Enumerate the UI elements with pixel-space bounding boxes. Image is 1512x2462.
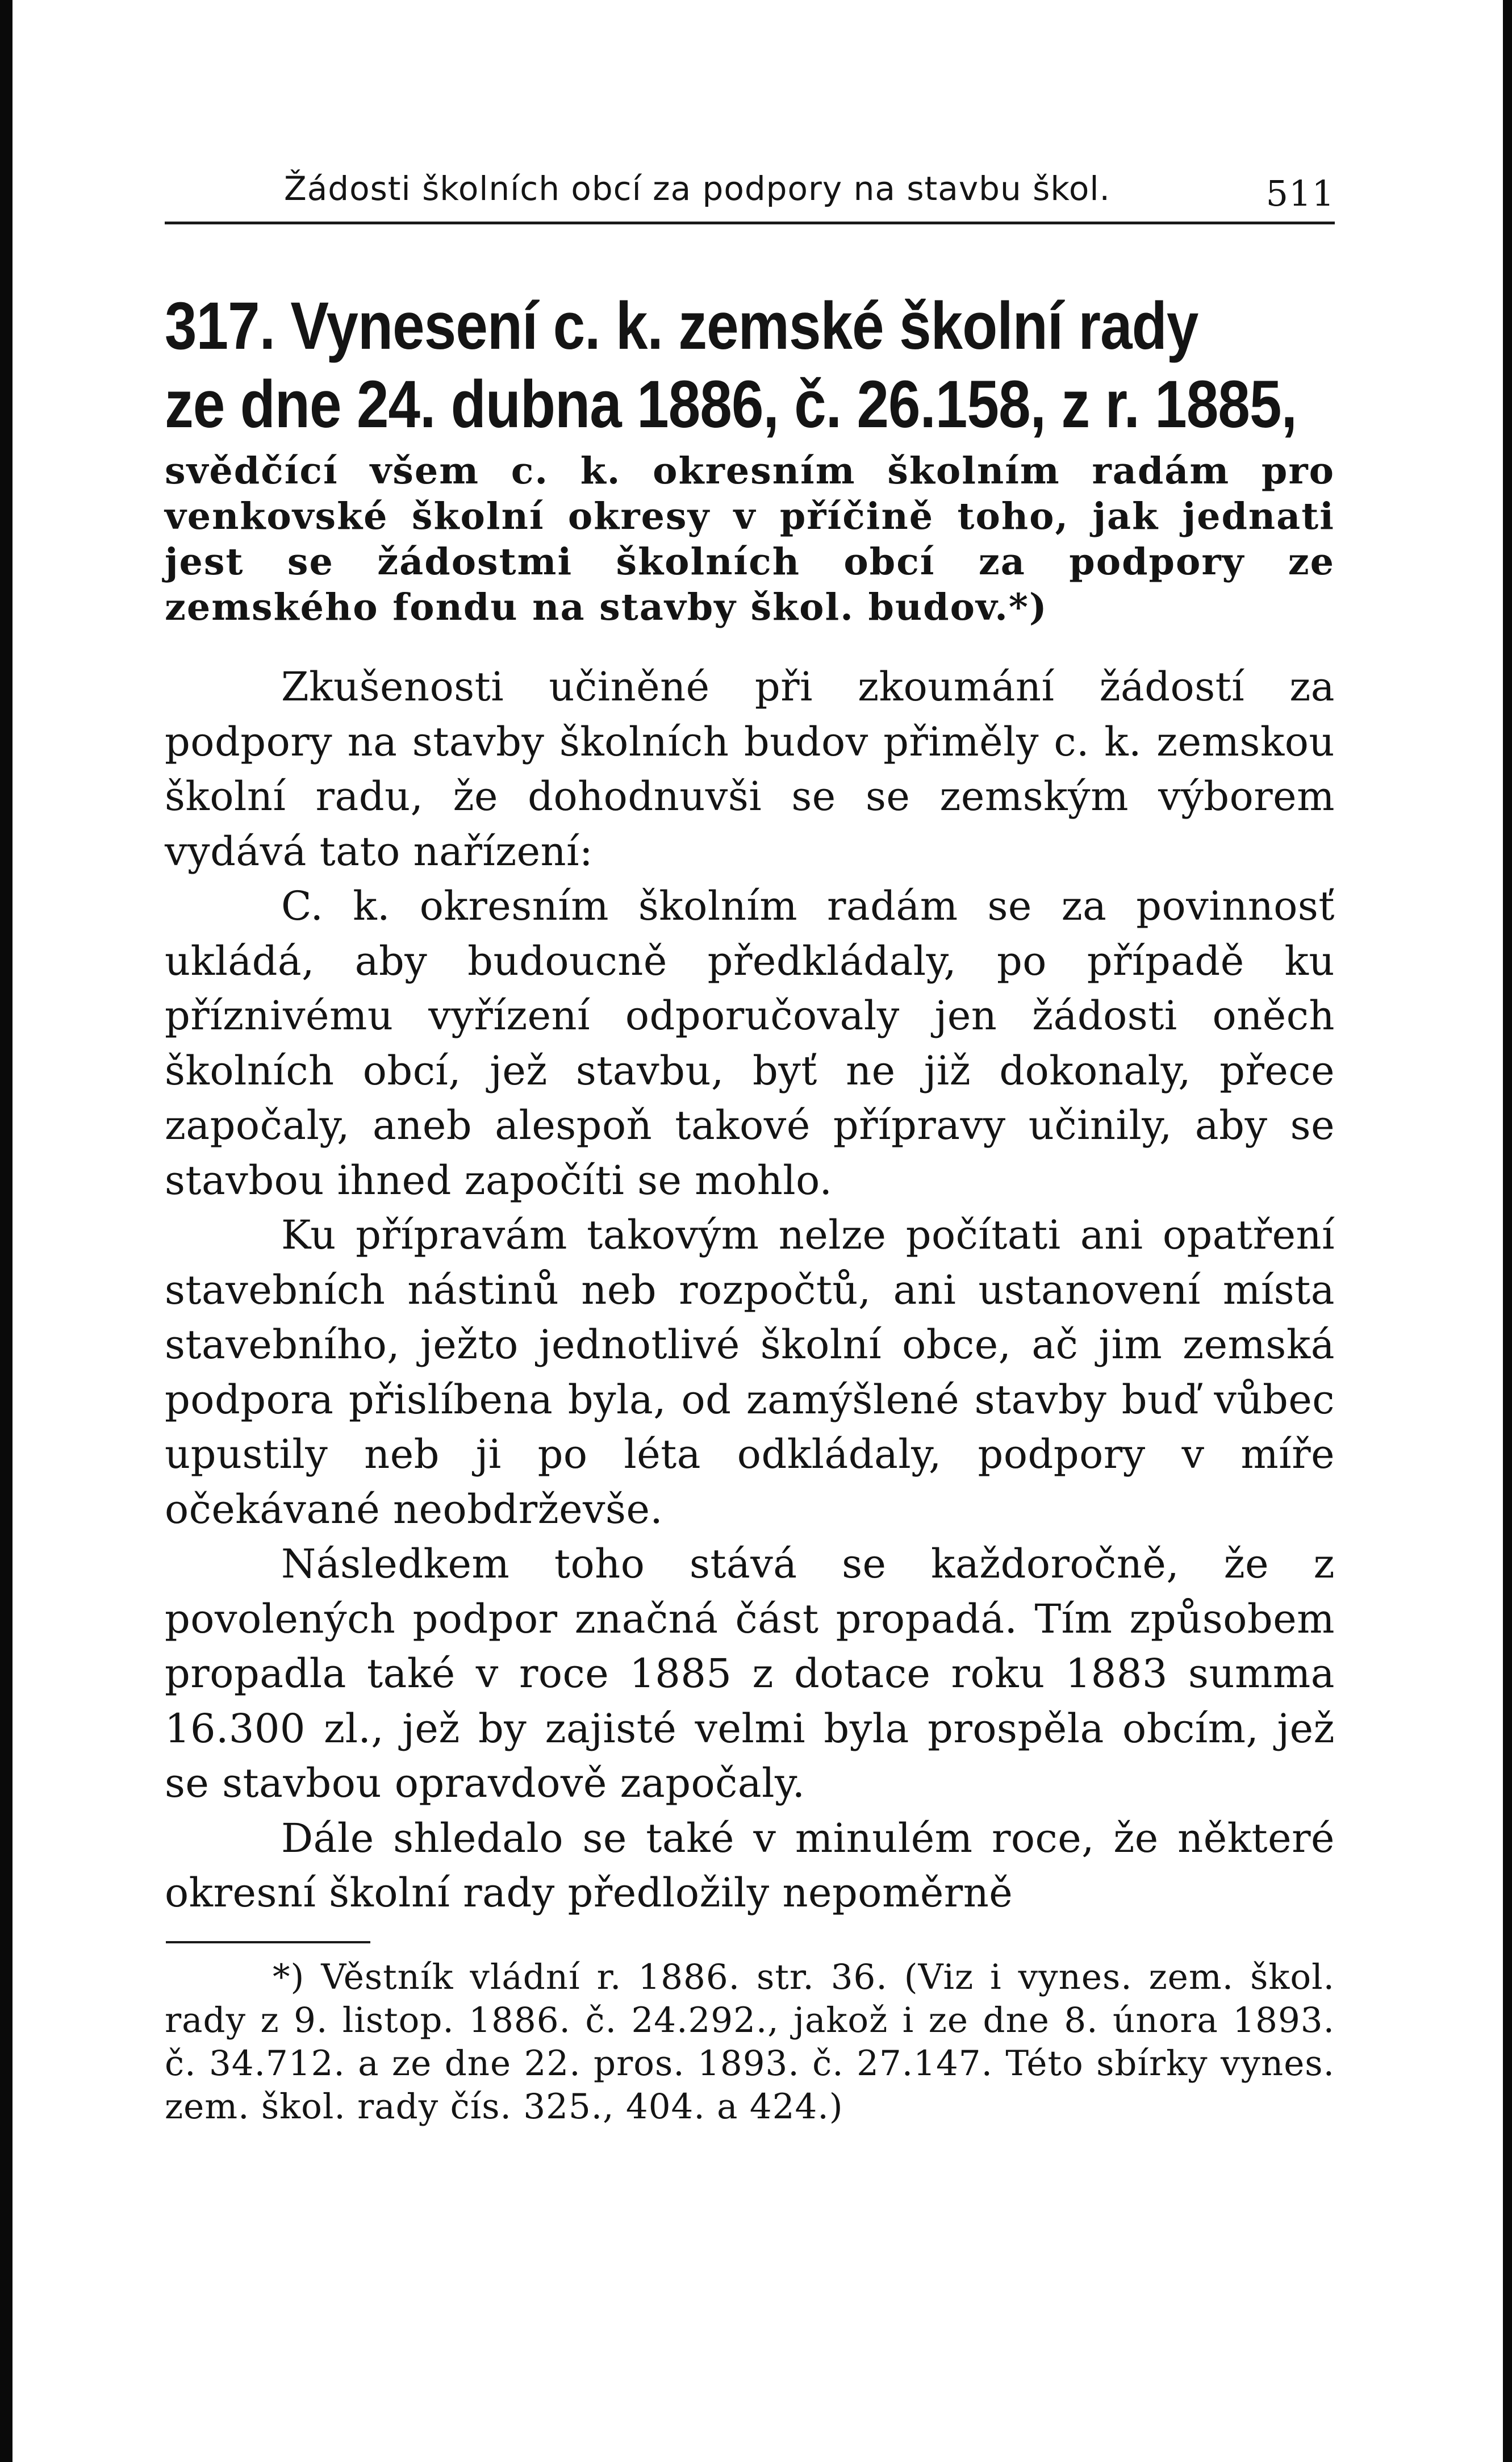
section-subheading: svědčící všem c. k. okresním školním radám pro venkovské školní okresy v příčině toho, jak jednati jest se žádostmi školních obcí za podpory ze zemského fondu na stavby škol. budov.*) [165,449,1335,629]
body-text [165,660,1335,1921]
book-page [165,159,1335,2129]
page-number: 511 [1265,173,1335,214]
footnote-rule [166,1941,370,1943]
section-heading-line-1: 317. Vynesení c. k. zemské školní rady [165,289,1198,364]
paragraph: Ku přípravám takovým nelze počítati ani opatření stavebních nástinů neb rozpočtů, ani ustanovení místa stavebního, ježto jednotlivé školní obce, ač jim zemská podpora přislíbena byla, od zamýšlené stavby buď vůbec upustily neb ji po léta odkládaly, podpory v míře očekávané neobdrževše. [165,1212,1335,1533]
section-heading [165,287,1337,444]
running-head-title: Žádosti školních obcí za podpory na stavbu škol. [284,169,1110,208]
running-head [165,159,1335,222]
header-rule [165,222,1335,224]
paragraph: Zkušenosti učiněné při zkoumání žádostí za podpory na stavby školních budov přiměly c. k. zemskou školní radu, že dohodnuvši se se zemským výborem vydává tato nařízení: [165,664,1335,875]
section-heading-line-2: ze dne 24. dubna 1886, č. 26.158, z r. 1885, [165,367,1297,442]
scan-border-left [0,0,12,2462]
scan-border-right [1503,0,1512,2462]
paragraph: C. k. okresním školním radám se za povinnosť ukládá, aby budoucně předkládaly, po případě ku příznivému vyřízení odporučovaly jen žádosti oněch školních obcí, jež stavbu, byť ne již dokonaly, přece započaly, aneb alespoň takové přípravy učinily, aby se stavbou ihned započíti se mohlo. [165,883,1335,1204]
paragraph: Dále shledalo se také v minulém roce, že některé okresní školní rady předložily nepoměrně [165,1814,1335,1916]
paragraph: Následkem toho stává se každoročně, že z povolených podpor značná část propadá. Tím způsobem propadla také v roce 1885 z dotace roku 1883 summa 16.300 zl., jež by zajisté velmi byla prospěla obcím, jež se stavbou opravdově započaly. [165,1541,1335,1806]
footnote: *) Věstník vládní r. 1886. str. 36. (Viz i vynes. zem. škol. rady z 9. listop. 1886. č. 24.292., jakož i ze dne 8. února 1893. č. 34.712. a ze dne 22. pros. 1893. č. 27.147. Této sbírky vynes. zem. škol. rady čís. 325., 404. a 424.) [165,1956,1335,2127]
